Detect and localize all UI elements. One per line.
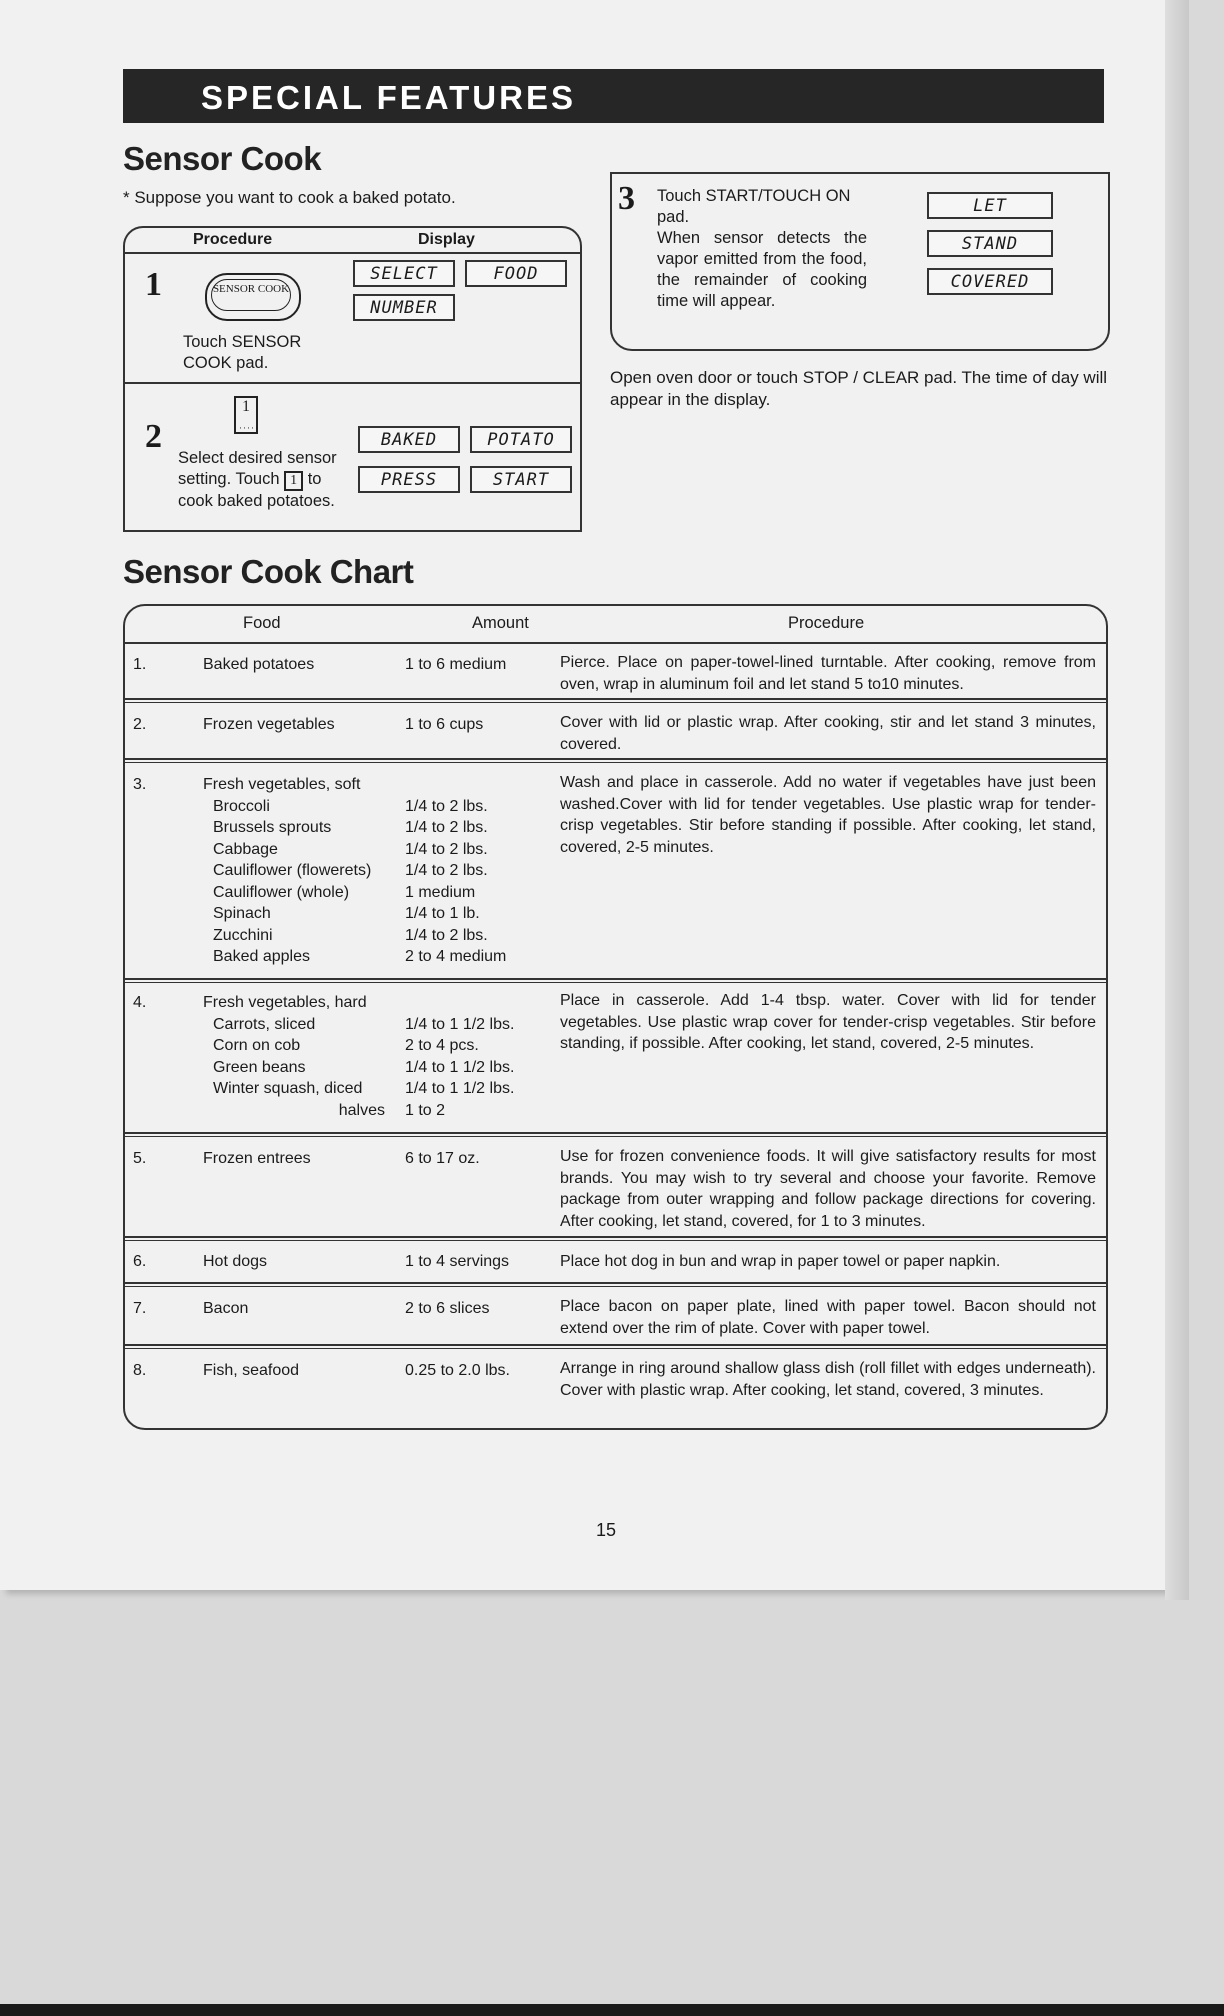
sub-item: Brussels sprouts [213,819,332,836]
row-amount: 1 to 4 servings [405,1253,510,1270]
step-1-number: 1 [145,266,162,303]
row-number: 5. [133,1150,147,1167]
row-food: Frozen vegetables [203,716,335,733]
row-food: Baked potatoes [203,656,315,673]
chart-header-row [125,606,1106,644]
sub-amount: 2 to 4 pcs. [405,1037,479,1054]
row-number: 8. [133,1362,147,1379]
page-edge-shadow [1165,0,1189,1600]
step-2-text [178,448,348,512]
sub-item: Broccoli [213,797,270,815]
row-amount: 1 to 6 cups [405,716,484,733]
sensor-cook-pad-label: SENSOR COOK [211,279,291,311]
step-3-box [610,172,1110,351]
intro-note: * Suppose you want to cook a baked potato. [123,188,456,207]
row-procedure: Arrange in ring around shallow glass dish (roll fillet with edges underneath). Cover with plastic wrap. After cooking, let stand, covered, 3 minutes. [560,1360,1096,1399]
sub-item: Winter squash, diced [213,1080,363,1097]
row-amount: 2 to 6 slices [405,1300,490,1317]
row-divider [125,1286,1106,1287]
procedure-label: Procedure [193,231,273,248]
row-divider [125,982,1106,983]
procedure-box [123,226,582,532]
table-row [125,644,1106,700]
row-amount [405,1014,514,1122]
number-1-pad-label: 1 [242,398,250,415]
table-row [125,1242,1106,1284]
header-food: Food [243,614,281,632]
row-food-heading: Fresh vegetables, hard [203,994,367,1011]
after-note: Open oven door or touch STOP / CLEAR pad. The time of day will appear in the display. [610,368,1108,409]
sub-item: Corn on cob [213,1037,301,1054]
row-procedure: Cover with lid or plastic wrap. After cooking, stir and let stand 3 minutes, covered. [560,714,1096,753]
procedure-header [125,228,580,254]
display-number: NUMBER [353,294,455,321]
sub-item: Zucchini [213,926,273,944]
row-number: 4. [133,994,147,1011]
sensor-cook-pad[interactable] [205,273,301,321]
row-number: 2. [133,716,147,733]
row-divider [125,1240,1106,1241]
display-covered: COVERED [927,268,1053,295]
sub-amount: 1/4 to 1 lb. [405,905,480,922]
sub-amount: 1/4 to 2 lbs. [405,840,488,858]
row-amount: 6 to 17 oz. [405,1150,480,1167]
sub-amount: 1/4 to 1 1/2 lbs. [405,1015,515,1033]
step-2-text-after: to cook baked potatoes. [178,470,335,510]
sub-amount: 1 medium [405,883,476,901]
sub-amount: 1/4 to 2 lbs. [405,797,488,815]
sub-amount: 1 to 2 [405,1101,446,1119]
step-divider [125,382,580,384]
sub-amount: 1/4 to 1 1/2 lbs. [405,1058,515,1076]
page-number: 15 [596,1520,617,1540]
step-2-text-before: Select desired sensor setting. Touch [178,449,337,488]
row-procedure: Place in casserole. Add 1-4 tbsp. water. Cover with lid for tender vegetables. Use plastic wrap cover for tender-crisp vegetables. Stir before standing, if possible. After cooking, let stand, covered, 2-5 minutes. [560,992,1096,1052]
sensor-cook-title: Sensor Cook [123,140,322,177]
sub-amount: 1/4 to 2 lbs. [405,819,488,836]
display-start: START [470,466,572,493]
display-select: SELECT [353,260,455,287]
inline-key-1: 1 [284,471,303,491]
sub-amount: 1/4 to 2 lbs. [405,862,488,879]
row-food: Hot dogs [203,1253,268,1270]
row-number: 7. [133,1300,147,1317]
row-food: Fish, seafood [203,1362,300,1379]
row-procedure: Wash and place in casserole. Add no water if vegetables have just been washed.Cover with lid for tender vegetables. Use plastic wrap for tender-crisp vegetables. Stir before standing if possible. After cooking, let stand, covered, 2-5 minutes. [560,774,1096,856]
row-amount: 1 to 6 medium [405,656,507,673]
step-3-number: 3 [618,180,635,217]
row-divider [125,762,1106,763]
row-procedure: Place hot dog in bun and wrap in paper towel or paper napkin. [560,1253,1001,1270]
sub-item: halves [338,1101,385,1119]
display-baked: BAKED [358,426,460,453]
table-row [125,764,1106,980]
banner-title: SPECIAL FEATURES [201,79,576,116]
sub-amount: 2 to 4 medium [405,948,507,965]
table-row [125,1350,1106,1426]
sub-item: Cauliflower (flowerets) [213,862,372,879]
display-stand: STAND [927,230,1053,257]
section-banner [123,69,1104,123]
sub-item: Baked apples [213,948,310,965]
step-3-text-1: Touch START/TOUCH ON pad. [657,187,851,226]
step-1-text: Touch SENSOR COOK pad. [183,333,302,372]
display-potato: POTATO [470,426,572,453]
step-3-text-2: When sensor detects the vapor emitted from the food, the remainder of cooking time will appear. [657,229,867,310]
sub-item: Cauliflower (whole) [213,883,350,901]
row-divider [125,1136,1106,1137]
row-divider [125,1348,1106,1349]
header-amount: Amount [472,614,529,632]
row-food: Bacon [203,1300,249,1317]
display-press: PRESS [358,466,460,493]
row-procedure: Place bacon on paper plate, lined with paper towel. Bacon should not extend over the rim of plate. Cover with paper towel. [560,1298,1096,1337]
sub-amount: 1/4 to 2 lbs. [405,926,488,944]
sub-item: Spinach [213,905,271,922]
table-row [125,1138,1106,1238]
sub-item: Carrots, sliced [213,1015,316,1033]
chart-title: Sensor Cook Chart [123,553,414,590]
sub-item: Cabbage [213,840,278,858]
table-row [125,704,1106,760]
row-number: 1. [133,656,147,673]
number-1-pad[interactable] [234,396,258,434]
header-procedure: Procedure [788,614,865,632]
scanner-bottom-edge [0,2004,1224,2016]
table-row [125,1288,1106,1346]
sensor-cook-chart [123,604,1108,1430]
sub-item: Green beans [213,1058,306,1076]
row-amount: 0.25 to 2.0 lbs. [405,1362,510,1379]
row-food: Frozen entrees [203,1150,311,1167]
row-food-heading: Fresh vegetables, soft [203,776,361,793]
pad-dots: ····· [239,423,259,433]
display-food: FOOD [465,260,567,287]
row-food [203,774,403,968]
row-divider [125,702,1106,703]
sub-amount: 1/4 to 1 1/2 lbs. [405,1080,515,1097]
display-label: Display [418,231,475,248]
step-2-number: 2 [145,418,162,455]
row-food [203,992,403,1121]
row-number: 3. [133,776,147,793]
display-let: LET [927,192,1053,219]
row-amount [405,796,506,968]
row-procedure: Use for frozen convenience foods. It will give satisfactory results for most brands. You may wish to try several and choose your favorite. Remove package from outer wrapping and follow package directions for covering. After cooking, let stand, covered, for 1 to 3 minutes. [560,1148,1096,1230]
row-procedure: Pierce. Place on paper-towel-lined turntable. After cooking, remove from oven, wrap in aluminum foil and let stand 5 to10 minutes. [560,654,1096,693]
table-row [125,984,1106,1134]
row-number: 6. [133,1253,147,1270]
